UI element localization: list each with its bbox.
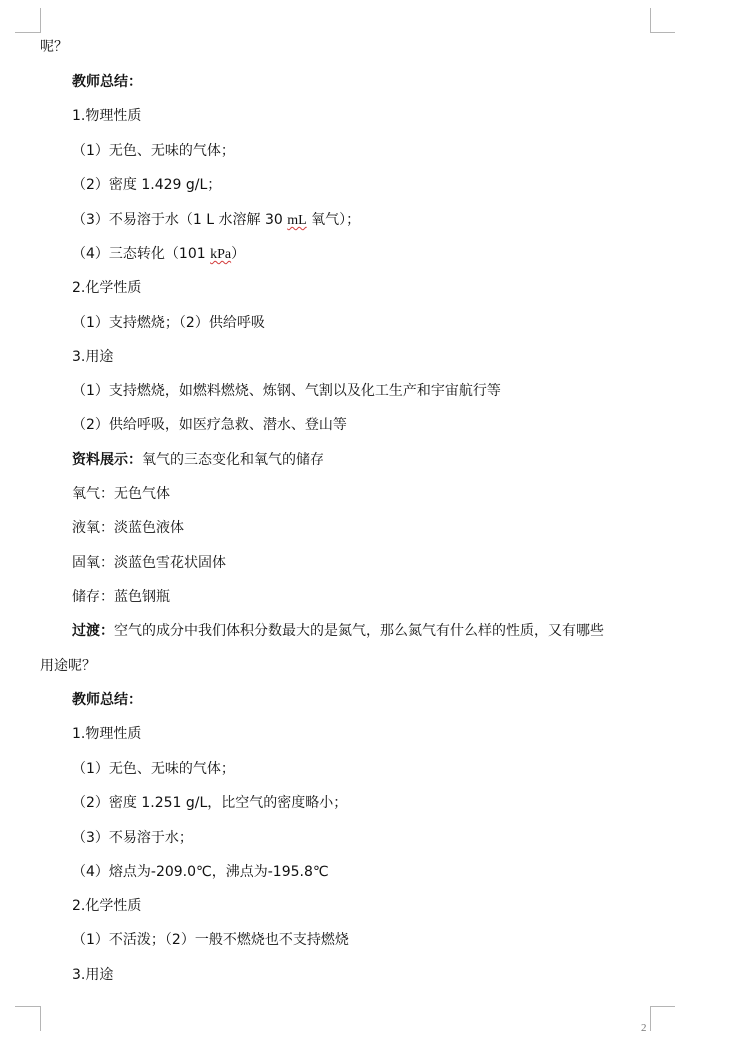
line-text: （4）三态转化（101 [72,246,211,262]
line-text: （2）密度 1.251 g/L，比空气的密度略小； [72,795,348,811]
line-text: 3.用途 [72,349,114,365]
paragraph-line [72,415,347,435]
line-text: （2）密度 1.429 g/L； [72,177,222,193]
line-text: （1）支持燃烧，如燃料燃烧、炼钢、气割以及化工生产和宇宙航行等 [72,383,501,399]
paragraph-line [72,106,141,126]
paragraph-line [72,278,141,298]
line-text: 2.化学性质 [72,898,142,914]
crop-mark-top-left-horizontal [15,32,40,33]
paragraph-line [72,450,324,470]
paragraph-line [72,175,221,195]
line-text: （1）支持燃烧；（2）供给呼吸 [72,315,265,331]
line-text: 氧气）； [306,212,361,228]
paragraph-line [72,930,349,950]
line-text: 氧气：无色气体 [72,486,170,502]
paragraph-line [72,587,170,607]
paragraph-line [72,141,235,161]
line-text: 储存：蓝色钢瓶 [72,589,170,605]
bold-label: 教师总结： [72,74,142,90]
line-text: 用途呢？ [40,658,96,674]
crop-mark-bottom-left-vertical [40,1006,41,1031]
section-heading [72,690,142,710]
paragraph-line [72,244,245,265]
line-text: （3）不易溶于水（1 L 水溶解 30 [72,212,288,228]
line-text: 3.用途 [72,967,114,983]
line-text: ） [231,246,246,262]
spellcheck-underlined-word[interactable]: mL [287,213,307,228]
crop-mark-bottom-right-horizontal [650,1006,675,1007]
line-text: 1.物理性质 [72,726,142,742]
line-text: 液氧：淡蓝色液体 [72,520,184,536]
paragraph-line [72,896,141,916]
paragraph-line [72,553,226,573]
paragraph-line [72,210,360,231]
paragraph-line [72,965,113,985]
bold-label: 资料展示： [72,452,142,468]
paragraph-line [72,793,347,813]
crop-mark-bottom-left-horizontal [15,1006,40,1007]
line-text: 2.化学性质 [72,280,142,296]
line-text: 空气的成分中我们体积分数最大的是氮气，那么氮气有什么样的性质，又有哪些 [114,623,604,639]
paragraph-line [72,724,141,744]
paragraph-line [72,518,184,538]
paragraph-line [72,381,501,401]
paragraph-line [72,484,170,504]
crop-mark-top-left-vertical [40,8,41,33]
line-text: （1）无色、无味的气体； [72,143,235,159]
paragraph-line [72,759,235,779]
line-text: （1）不活泼；（2）一般不燃烧也不支持燃烧 [72,932,349,948]
paragraph-line [72,313,265,333]
line-text: 呢？ [40,39,68,55]
line-text: 1.物理性质 [72,108,142,124]
crop-mark-bottom-right-vertical [650,1006,651,1031]
line-text: 固氧：淡蓝色雪花状固体 [72,555,226,571]
crop-mark-top-right-horizontal [650,32,675,33]
spellcheck-underlined-word[interactable]: kPa [210,247,232,262]
line-text: （4）熔点为-209.0℃，沸点为-195.8℃ [72,864,329,880]
paragraph-line [72,862,329,882]
section-heading [72,72,142,92]
line-text: 氧气的三态变化和氧气的储存 [142,452,324,468]
bold-label: 教师总结： [72,692,142,708]
paragraph-line [40,656,96,676]
paragraph-line [40,37,68,57]
paragraph-line [72,828,193,848]
paragraph-line [72,347,113,367]
crop-mark-top-right-vertical [650,8,651,33]
line-text: （3）不易溶于水； [72,830,193,846]
line-text: （1）无色、无味的气体； [72,761,235,777]
line-text: （2）供给呼吸，如医疗急救、潜水、登山等 [72,417,347,433]
page-number: 2 [641,1022,647,1034]
bold-label: 过渡： [72,623,114,639]
paragraph-line [72,621,604,641]
